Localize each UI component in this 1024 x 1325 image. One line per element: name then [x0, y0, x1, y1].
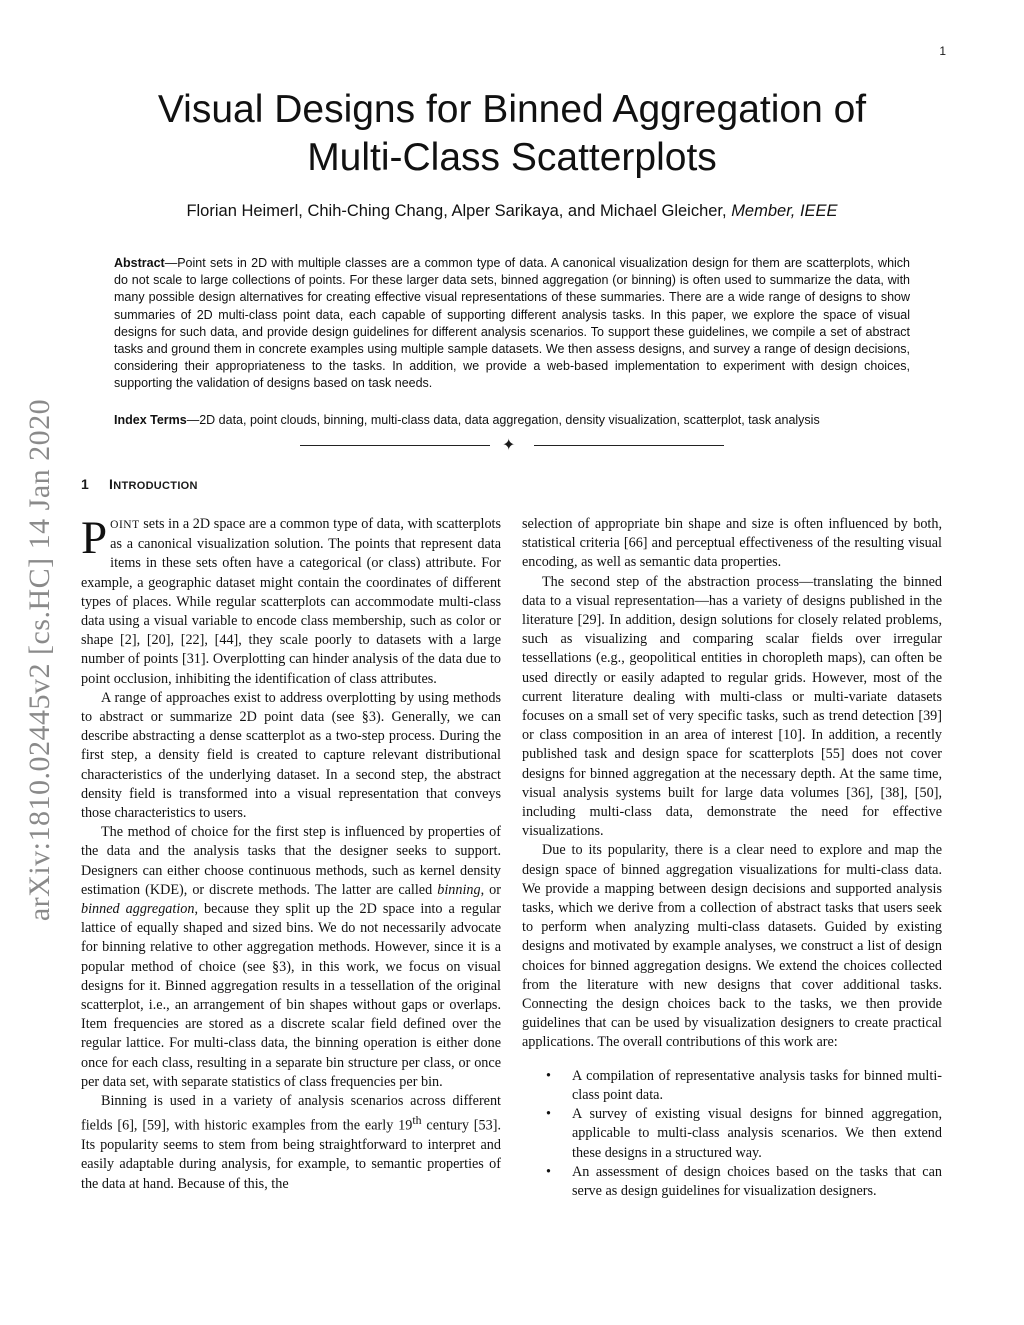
- paragraph-text: century [53]. Its popularity seems to stem from being straightforward to interpret and easily adaptable during analysis, for example, to semantic properties of the data at hand. Because of this, the: [81, 1118, 501, 1192]
- author-names: Florian Heimerl, Chih-Ching Chang, Alper Sarikaya, and Michael Gleicher,: [186, 202, 732, 220]
- paragraph: A range of approaches exist to address overplotting by using methods to abstract or summarize 2D point data (see §3). Generally, we can describe abstracting a dense scatterplot as a two-step process. During the first step, a density field is created to capture relevant distributional characteristics of the underlying dataset. In a second step, the abstract density field is transformed into a visual representation that conveys those characteristics to users.: [81, 689, 501, 822]
- paragraph: [81, 512, 501, 689]
- emphasis: binning: [437, 881, 481, 898]
- paragraph: [81, 1092, 501, 1194]
- paragraph-text: The method of choice for the first step is influenced by properties of the data and the analysis tasks that the designer seeks to support. Designers can either choose continuous methods, such as kernel density estimation (KDE), or discrete methods. The latter are called: [81, 824, 501, 898]
- abstract-label: Abstract: [114, 256, 165, 270]
- list-item-text: A compilation of representative analysis tasks for binned multi-class point data.: [572, 1067, 942, 1103]
- section-heading: [81, 476, 198, 492]
- list-item: [546, 1163, 942, 1201]
- bullet-icon: •: [546, 1106, 551, 1123]
- arxiv-stamp: arXiv:1810.02445v2 [cs.HC] 14 Jan 2020: [23, 398, 56, 922]
- author-list: [100, 202, 924, 221]
- section-number: 1: [81, 476, 90, 492]
- index-terms: [114, 412, 910, 429]
- author-affiliation: Member, IEEE: [731, 202, 838, 220]
- paragraph: [81, 823, 501, 1092]
- index-terms-text: —2D data, point clouds, binning, multi-class data, data aggregation, density visualization, scatterplot, task analysis: [186, 413, 820, 427]
- drop-cap: P: [81, 512, 108, 564]
- paragraph-text: , because they split up the 2D space into a regular lattice of equally shaped and sized bins. We do not necessarily advocate for binning relative to other aggregation methods. However, since it is a popular method of choice (see §3), in this work, we focus on visual designs for it. Binned aggregation results in a tessellation of the original scatterplot, i.e., an arrangement of bin shapes without gaps or overlaps. Item frequencies are stored as a discrete scalar field defined over the regular lattice. For multi-class data, the binning operation is either done once for each class, resulting in a separate bin structure per class, or once per data set, with separate statistics of class frequencies per bin.: [81, 901, 501, 1090]
- bullet-icon: •: [546, 1163, 551, 1180]
- section-title-rest: NTRODUCTION: [113, 480, 198, 492]
- page-number: 1: [939, 44, 946, 58]
- contributions-list: [522, 1067, 942, 1201]
- section-title-initial: I: [109, 476, 114, 492]
- list-item-text: An assessment of design choices based on the tasks that can serve as design guidelines for visualization designers.: [572, 1163, 942, 1199]
- superscript: th: [412, 1113, 422, 1128]
- divider-rule-left: [300, 445, 490, 446]
- section-divider: [300, 436, 724, 456]
- paragraph: selection of appropriate bin shape and size is often influenced by both, statistical criteria [66] and perceptual effectiveness of the resulting visual encoding, as well as semantic data properties.: [522, 516, 942, 571]
- abstract: [114, 255, 910, 393]
- list-item: [546, 1105, 942, 1163]
- left-column: [81, 512, 501, 1194]
- title-line-1: Visual Designs for Binned Aggregation of: [157, 88, 867, 131]
- abstract-text: —Point sets in 2D with multiple classes are a common type of data. A canonical visualization design for them are scatterplots, which do not scale to large collections of points. For these larger data sets, binned aggregation (or binning) is often used to summarize the data, with many possible design alternatives for creating effective visual representations of these summaries. There are a wide range of designs to show summaries of 2D multi-class point data, each capable of supporting different analysis tasks. In this paper, we explore the space of visual designs for such data, and provide design guidelines for different analysis scenarios. To support these guidelines, we compile a set of abstract tasks and ground them in concrete examples using multiple sample datasets. We then assess designs, and survey a range of design decisions, considering their appropriateness to the tasks. In addition, we provide a web-based implementation to experiment with design choices, supporting the validation of designs based on task needs.: [114, 256, 910, 391]
- right-column: [522, 515, 942, 1201]
- paragraph-text: , or: [480, 881, 501, 898]
- list-item: [546, 1067, 942, 1105]
- paragraph-text: sets in a 2D space are a common type of data, with scatterplots as a canonical visualization solution. The points that represent data items in these sets often have a categorical (or class) attribute. For example, a geographic dataset might contain the coordinates of different types of places. While regular scatterplots can accommodate multi-class data using a visual variable to encode class membership, such as color or shape [2], [20], [22], [44], they scale poorly to datasets with a large number of points [31]. Overplotting can hinder analysis of the data due to point occlusion, inhibiting the identification of class attributes.: [81, 516, 501, 687]
- diamond-icon: ✦: [502, 437, 516, 454]
- paragraph-text: Binning is used in a variety of analysis scenarios across different fields [6], [59], with historic examples from the early 19: [81, 1093, 501, 1135]
- index-terms-label: Index Terms: [114, 413, 187, 427]
- smallcaps-lead: OINT: [110, 519, 140, 531]
- title-line-2: Multi-Class Scatterplots: [307, 136, 717, 179]
- bullet-icon: •: [546, 1067, 551, 1084]
- paragraph: The second step of the abstraction process—translating the binned data to a visual representation—has a variety of designs published in the literature [29]. In addition, design solutions for closely related problems, such as visualizing and comparing scalar fields over irregular tessellations (e.g., geopolitical entities in choropleth maps), can often be used directly or easily adapted to regular grids. However, most of the current literature dealing with multi-class or multi-variate datasets focuses on a small set of very specific tasks, such as trend detection [39] or class composition in an area of interest [10]. In addition, a recently published task and design space for scatterplots [55] does not cover designs for binned aggregation at the necessary depth. At the same time, visual analysis systems built for large data volumes [36], [38], [50], including multi-class data, demonstrate the need for effective visualizations.: [522, 573, 942, 840]
- paper-title: [100, 86, 924, 182]
- list-item-text: A survey of existing visual designs for binned aggregation, applicable to multi-class analysis scenarios. We then extend these designs in a structured way.: [572, 1106, 942, 1161]
- paragraph: Due to its popularity, there is a clear need to explore and map the design space of binned aggregation visualizations for multi-class data. We provide a mapping between design decisions and supported analysis tasks, which we derive from a collection of abstract tasks that users seek to perform when analyzing multi-class datasets. Guided by existing designs and motivated by example analyses, we construct a list of design choices for binned aggregation designs. We extend the choices collected from the literature with new designs that cover additional tasks. Connecting the design choices back to the tasks, we then provide guidelines that can be used by visualization designers to create practical applications. The overall contributions of this work are:: [522, 842, 942, 1051]
- emphasis: binned aggregation: [81, 901, 195, 918]
- divider-rule-right: [534, 445, 724, 446]
